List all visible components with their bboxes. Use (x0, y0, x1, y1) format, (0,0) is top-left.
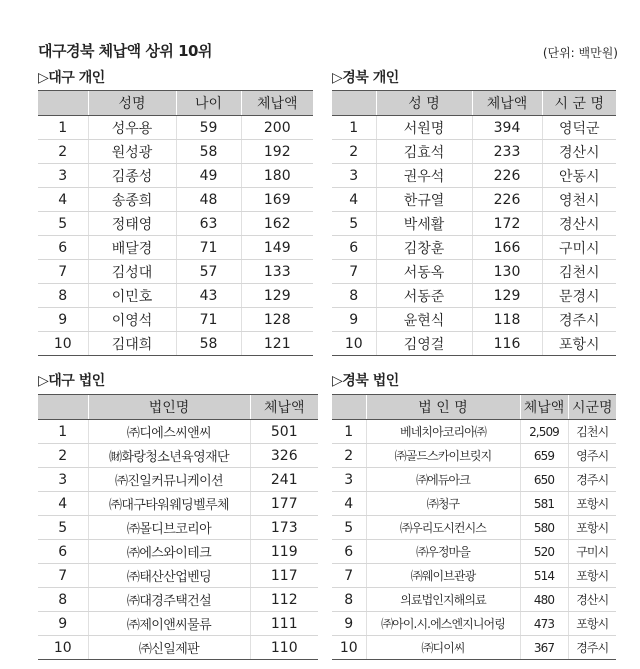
section-heading-gyeongbuk-individual: ▷경북 개인 (332, 70, 399, 86)
amount-cell: 650 (520, 468, 568, 492)
corp-name-cell: ㈜아이.시.에스엔지니어링 (366, 612, 520, 636)
name-cell: 김대희 (88, 332, 176, 356)
name-cell: 윤현식 (376, 308, 472, 332)
rank-cell: 8 (332, 284, 376, 308)
table-row (38, 260, 313, 284)
amount-cell: 166 (472, 236, 542, 260)
table-row (38, 420, 318, 444)
corp-name-cell: ㈜웨이브관광 (366, 564, 520, 588)
corp-name-cell: ㈜우정마을 (366, 540, 520, 564)
rank-cell: 6 (332, 236, 376, 260)
amount-cell: 501 (250, 420, 318, 444)
corp-name-cell: ㈜디에스씨앤씨 (88, 420, 250, 444)
col-header-age: 나이 (176, 91, 241, 116)
rank-cell: 8 (38, 284, 88, 308)
rank-cell: 5 (38, 516, 88, 540)
name-cell: 김성대 (88, 260, 176, 284)
name-cell: 김효석 (376, 140, 472, 164)
amount-cell: 473 (520, 612, 568, 636)
rank-cell: 2 (332, 444, 366, 468)
rank-cell: 9 (38, 612, 88, 636)
age-cell: 63 (176, 212, 241, 236)
amount-cell: 149 (241, 236, 313, 260)
table-row (332, 564, 616, 588)
city-cell: 문경시 (542, 284, 616, 308)
age-cell: 58 (176, 140, 241, 164)
col-header-corp-name: 법인명 (88, 395, 250, 420)
col-header-corp-name: 법 인 명 (366, 395, 520, 420)
rank-cell: 3 (38, 164, 88, 188)
city-cell: 포항시 (568, 516, 616, 540)
col-header-city: 시군명 (568, 395, 616, 420)
rank-cell: 7 (38, 260, 88, 284)
city-cell: 영천시 (542, 188, 616, 212)
table-row (332, 212, 616, 236)
city-cell: 포항시 (568, 492, 616, 516)
corp-name-cell: 의료법인지해의료 (366, 588, 520, 612)
corp-name-cell: ㈜청구 (366, 492, 520, 516)
name-cell: 배달경 (88, 236, 176, 260)
amount-cell: 580 (520, 516, 568, 540)
rank-cell: 2 (332, 140, 376, 164)
table-daegu-corporate (38, 394, 318, 660)
name-cell: 권우석 (376, 164, 472, 188)
corp-name-cell: ㈜디이씨 (366, 636, 520, 660)
corp-name-cell: ㈜대경주택건설 (88, 588, 250, 612)
unit-label: (단위: 백만원) (542, 46, 618, 60)
amount-cell: 118 (472, 308, 542, 332)
city-cell: 김천시 (542, 260, 616, 284)
rank-cell: 7 (38, 564, 88, 588)
amount-cell: 129 (472, 284, 542, 308)
city-cell: 영주시 (568, 444, 616, 468)
amount-cell: 367 (520, 636, 568, 660)
table-row (332, 420, 616, 444)
table-row (332, 540, 616, 564)
city-cell: 구미시 (542, 236, 616, 260)
age-cell: 48 (176, 188, 241, 212)
name-cell: 한규열 (376, 188, 472, 212)
table-row (38, 468, 318, 492)
corp-name-cell: ㈜에듀아크 (366, 468, 520, 492)
table-row (332, 612, 616, 636)
amount-cell: 192 (241, 140, 313, 164)
corp-name-cell: ㈜태산산업벤딩 (88, 564, 250, 588)
rank-cell: 10 (332, 636, 366, 660)
col-header-amount: 체납액 (520, 395, 568, 420)
amount-cell: 659 (520, 444, 568, 468)
table-row (38, 636, 318, 660)
amount-cell: 226 (472, 188, 542, 212)
city-cell: 경산시 (542, 140, 616, 164)
amount-cell: 326 (250, 444, 318, 468)
table-row (38, 116, 313, 140)
table-row (332, 588, 616, 612)
rank-cell: 1 (38, 420, 88, 444)
rank-cell: 3 (332, 164, 376, 188)
table-row (38, 164, 313, 188)
age-cell: 43 (176, 284, 241, 308)
amount-cell: 172 (472, 212, 542, 236)
corp-name-cell: ㈶화랑청소년육영재단 (88, 444, 250, 468)
city-cell: 구미시 (568, 540, 616, 564)
table-row (332, 164, 616, 188)
age-cell: 71 (176, 236, 241, 260)
rank-cell: 9 (332, 308, 376, 332)
amount-cell: 128 (241, 308, 313, 332)
age-cell: 57 (176, 260, 241, 284)
name-cell: 서동준 (376, 284, 472, 308)
amount-cell: 110 (250, 636, 318, 660)
amount-cell: 112 (250, 588, 318, 612)
rank-cell: 2 (38, 140, 88, 164)
rank-cell: 2 (38, 444, 88, 468)
name-cell: 원성광 (88, 140, 176, 164)
section-heading-gyeongbuk-corporate: ▷경북 법인 (332, 373, 399, 389)
table-row (332, 308, 616, 332)
age-cell: 59 (176, 116, 241, 140)
name-cell: 김종성 (88, 164, 176, 188)
city-cell: 포항시 (542, 332, 616, 356)
table-row (332, 116, 616, 140)
table-row (38, 588, 318, 612)
amount-cell: 162 (241, 212, 313, 236)
rank-cell: 8 (38, 588, 88, 612)
amount-cell: 520 (520, 540, 568, 564)
amount-cell: 111 (250, 612, 318, 636)
rank-cell: 5 (38, 212, 88, 236)
city-cell: 포항시 (568, 612, 616, 636)
corp-name-cell: 베네치아코리아㈜ (366, 420, 520, 444)
rank-cell: 8 (332, 588, 366, 612)
name-cell: 서원명 (376, 116, 472, 140)
name-cell: 이영석 (88, 308, 176, 332)
name-cell: 정태영 (88, 212, 176, 236)
table-row (332, 636, 616, 660)
amount-cell: 130 (472, 260, 542, 284)
table-row (38, 284, 313, 308)
table-row (38, 140, 313, 164)
amount-cell: 119 (250, 540, 318, 564)
city-cell: 포항시 (568, 564, 616, 588)
amount-cell: 169 (241, 188, 313, 212)
rank-cell: 9 (38, 308, 88, 332)
table-daegu-individual (38, 90, 313, 356)
rank-cell: 4 (38, 492, 88, 516)
amount-cell: 394 (472, 116, 542, 140)
city-cell: 경산시 (568, 588, 616, 612)
rank-cell: 5 (332, 212, 376, 236)
table-row (332, 140, 616, 164)
corp-name-cell: ㈜대구타워웨딩벨루체 (88, 492, 250, 516)
table-row (38, 540, 318, 564)
table-row (38, 332, 313, 356)
table-row (38, 188, 313, 212)
amount-cell: 116 (472, 332, 542, 356)
amount-cell: 226 (472, 164, 542, 188)
corp-name-cell: ㈜몰디브코리아 (88, 516, 250, 540)
amount-cell: 177 (250, 492, 318, 516)
amount-cell: 129 (241, 284, 313, 308)
table-gyeongbuk-corporate (332, 394, 616, 660)
name-cell: 김영걸 (376, 332, 472, 356)
table-gyeongbuk-individual (332, 90, 616, 356)
corp-name-cell: ㈜우리도시컨시스 (366, 516, 520, 540)
rank-cell: 4 (332, 492, 366, 516)
rank-cell: 6 (38, 236, 88, 260)
city-cell: 김천시 (568, 420, 616, 444)
name-cell: 박세활 (376, 212, 472, 236)
city-cell: 안동시 (542, 164, 616, 188)
rank-cell: 1 (332, 420, 366, 444)
col-header-name: 성 명 (376, 91, 472, 116)
name-cell: 이민호 (88, 284, 176, 308)
rank-cell: 7 (332, 564, 366, 588)
col-header-rank (38, 91, 88, 116)
col-header-name: 성명 (88, 91, 176, 116)
col-header-rank (38, 395, 88, 420)
rank-cell: 6 (332, 540, 366, 564)
rank-cell: 7 (332, 260, 376, 284)
table-row (332, 284, 616, 308)
city-cell: 경산시 (542, 212, 616, 236)
amount-cell: 581 (520, 492, 568, 516)
table-row (332, 188, 616, 212)
table-row (332, 236, 616, 260)
page-title: 대구경북 체납액 상위 10위 (38, 42, 212, 60)
rank-cell: 4 (38, 188, 88, 212)
city-cell: 경주시 (568, 468, 616, 492)
age-cell: 49 (176, 164, 241, 188)
table-row (38, 612, 318, 636)
amount-cell: 173 (250, 516, 318, 540)
table-row (38, 492, 318, 516)
corp-name-cell: ㈜골드스카이브릿지 (366, 444, 520, 468)
rank-cell: 6 (38, 540, 88, 564)
amount-cell: 514 (520, 564, 568, 588)
corp-name-cell: ㈜진일커뮤니케이션 (88, 468, 250, 492)
corp-name-cell: ㈜신일제판 (88, 636, 250, 660)
amount-cell: 133 (241, 260, 313, 284)
rank-cell: 5 (332, 516, 366, 540)
city-cell: 경주시 (568, 636, 616, 660)
table-row (38, 236, 313, 260)
rank-cell: 1 (38, 116, 88, 140)
corp-name-cell: ㈜에스와이테크 (88, 540, 250, 564)
rank-cell: 1 (332, 116, 376, 140)
age-cell: 58 (176, 332, 241, 356)
amount-cell: 121 (241, 332, 313, 356)
table-row (332, 468, 616, 492)
corp-name-cell: ㈜제이앤씨물류 (88, 612, 250, 636)
rank-cell: 10 (38, 636, 88, 660)
table-row (38, 564, 318, 588)
table-row (332, 332, 616, 356)
amount-cell: 117 (250, 564, 318, 588)
rank-cell: 3 (332, 468, 366, 492)
amount-cell: 180 (241, 164, 313, 188)
amount-cell: 233 (472, 140, 542, 164)
city-cell: 영덕군 (542, 116, 616, 140)
table-row (332, 516, 616, 540)
amount-cell: 480 (520, 588, 568, 612)
age-cell: 71 (176, 308, 241, 332)
city-cell: 경주시 (542, 308, 616, 332)
col-header-amount: 체납액 (241, 91, 313, 116)
rank-cell: 9 (332, 612, 366, 636)
col-header-amount: 체납액 (250, 395, 318, 420)
col-header-rank (332, 91, 376, 116)
col-header-amount: 체납액 (472, 91, 542, 116)
amount-cell: 200 (241, 116, 313, 140)
name-cell: 성우용 (88, 116, 176, 140)
section-heading-daegu-individual: ▷대구 개인 (38, 70, 105, 86)
amount-cell: 241 (250, 468, 318, 492)
name-cell: 서동옥 (376, 260, 472, 284)
col-header-city: 시 군 명 (542, 91, 616, 116)
table-row (332, 444, 616, 468)
amount-cell: 2,509 (520, 420, 568, 444)
table-row (38, 444, 318, 468)
rank-cell: 10 (38, 332, 88, 356)
rank-cell: 3 (38, 468, 88, 492)
table-row (332, 492, 616, 516)
table-row (38, 516, 318, 540)
rank-cell: 10 (332, 332, 376, 356)
col-header-rank (332, 395, 366, 420)
rank-cell: 4 (332, 188, 376, 212)
table-row (38, 308, 313, 332)
table-row (332, 260, 616, 284)
table-row (38, 212, 313, 236)
section-heading-daegu-corporate: ▷대구 법인 (38, 373, 105, 389)
name-cell: 김창훈 (376, 236, 472, 260)
name-cell: 송종희 (88, 188, 176, 212)
